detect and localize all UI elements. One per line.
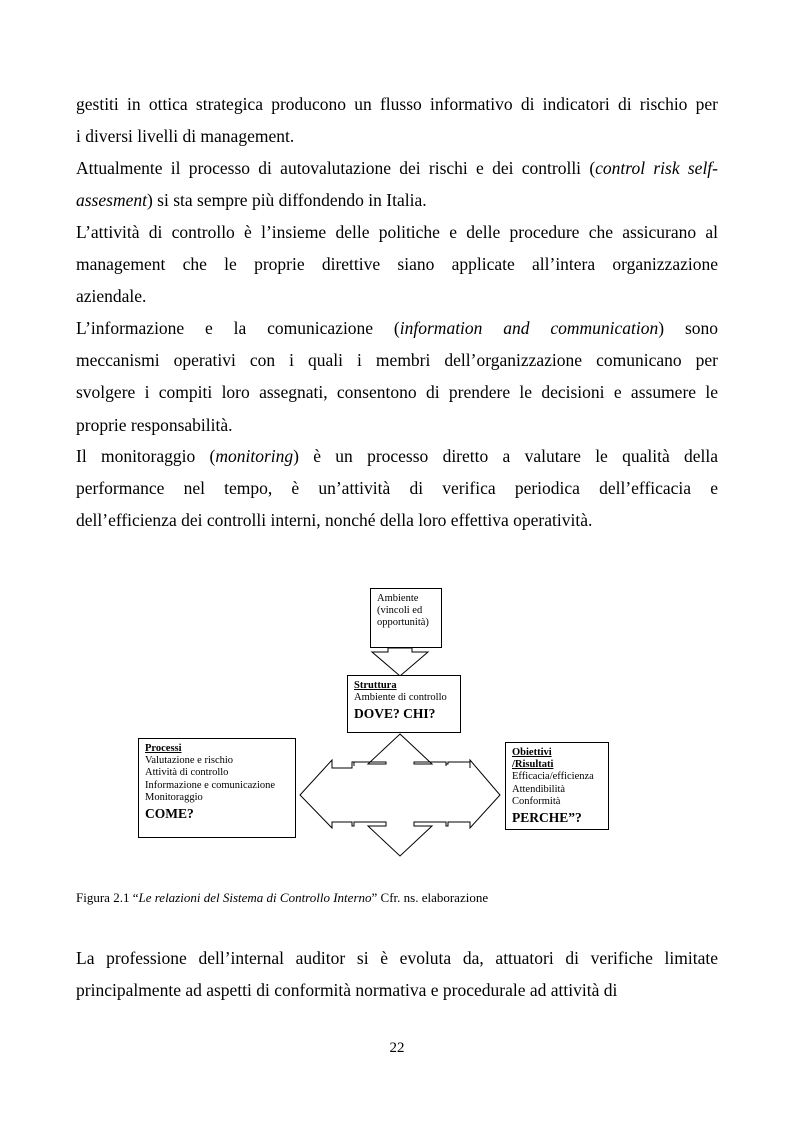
- italic-term: assesment: [76, 190, 147, 211]
- figure-caption: [76, 890, 488, 906]
- processi-question: COME?: [145, 806, 194, 822]
- text-line: [76, 942, 718, 974]
- text-run: L’informazione e la comunicazione (: [76, 318, 400, 338]
- obiettivi-line: Efficacia/efficienza: [512, 771, 594, 783]
- text-run: ) sono: [658, 318, 719, 338]
- struttura-heading: Struttura: [354, 680, 397, 691]
- text-run: L’attività di controllo è l’insieme delle politiche e delle procedure che assicurano al: [76, 222, 718, 242]
- obiettivi-line: Attendibilità: [512, 783, 566, 795]
- obiettivi-question: PERCHE”?: [512, 810, 582, 826]
- ambiente-line: Ambiente: [377, 593, 419, 604]
- processi-heading: Processi: [145, 743, 182, 754]
- ambiente-line: (vincoli ed: [377, 605, 423, 617]
- paragraph: [76, 942, 718, 1006]
- ambiente-line: opportunità): [377, 617, 429, 629]
- caption-title: Le relazioni del Sistema di Controllo Interno: [138, 890, 372, 905]
- italic-term: information and communication: [399, 318, 659, 338]
- text-run: meccanismi operativi con i quali i membri dell’organizzazione comunicano per: [76, 350, 718, 371]
- italic-term: control risk self-: [595, 158, 718, 178]
- processi-line: Valutazione e rischio: [145, 755, 234, 767]
- ambiente-box: [370, 588, 442, 648]
- text-run: ) si sta sempre più diffondendo in Italia.: [146, 190, 427, 211]
- text-run: Attualmente il processo di autovalutazione dei rischi e dei controlli (: [76, 158, 596, 178]
- processi-box: [138, 738, 296, 838]
- text-run: La professione dell’internal auditor si è evoluta da, attuatori di verifiche limitate: [76, 948, 718, 968]
- obiettivi-box: [505, 742, 609, 830]
- text-run: principalmente ad aspetti di conformità normativa e procedurale ad attività di: [76, 980, 618, 1001]
- text-run: ) è un processo diretto a valutare le qualità della: [293, 446, 718, 466]
- page-number: 22: [389, 1040, 405, 1056]
- caption-prefix: Figura 2.1 “: [76, 890, 139, 905]
- obiettivi-heading: /Risultati: [512, 759, 554, 771]
- text-line: [76, 974, 718, 1006]
- struttura-question: DOVE? CHI?: [354, 706, 436, 722]
- text-run: gestiti in ottica strategica producono un flusso informativo di indicatori di rischio per: [76, 94, 718, 114]
- italic-term: monitoring: [215, 446, 294, 466]
- text-run: i diversi livelli di management.: [76, 126, 295, 147]
- text-run: aziendale.: [76, 286, 147, 307]
- processi-line: Attività di controllo: [145, 767, 229, 779]
- struttura-line: Ambiente di controllo: [354, 692, 447, 704]
- down-arrow-shape: [372, 648, 428, 676]
- text-run: dell’efficienza dei controlli interni, nonché della loro effettiva operatività.: [76, 510, 593, 531]
- text-run: Il monitoraggio (: [76, 446, 216, 466]
- obiettivi-line: Conformità: [512, 795, 561, 807]
- processi-line: Informazione e comunicazione: [145, 779, 276, 791]
- text-run: performance nel tempo, è un’attività di verifica periodica dell’efficacia e: [76, 478, 718, 499]
- obiettivi-heading: Obiettivi: [512, 747, 552, 758]
- processi-line: Monitoraggio: [145, 791, 203, 803]
- text-run: svolgere i compiti loro assegnati, consentono di prendere le decisioni e assumere le: [76, 382, 718, 403]
- caption-suffix: ” Cfr. ns. elaborazione: [371, 890, 489, 905]
- four-way-arrow-shape: [300, 734, 500, 856]
- text-run: management che le proprie direttive siano applicate all’intera organizzazione: [76, 254, 718, 275]
- text-run: proprie responsabilità.: [76, 414, 233, 435]
- struttura-box: [347, 675, 461, 733]
